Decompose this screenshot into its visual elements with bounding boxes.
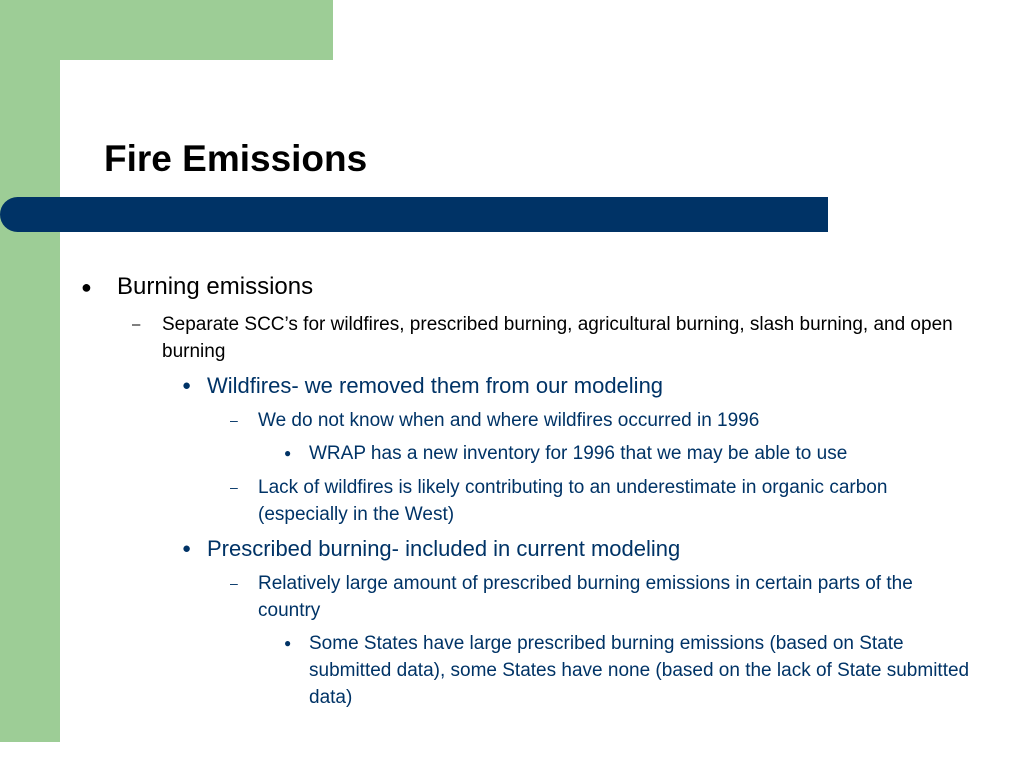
- bullet-item: [230, 570, 958, 624]
- dash-marker: –: [230, 575, 238, 591]
- bullet-text: WRAP has a new inventory for 1996 that we may be able to use: [309, 443, 848, 464]
- slide-title: Fire Emissions: [104, 138, 368, 179]
- bullet-marker: ●: [182, 377, 192, 394]
- bullet-text: We do not know when and where wildfires occurred in 1996: [258, 410, 760, 431]
- bullet-text: Relatively large amount of prescribed burning emissions in certain parts of the country: [258, 573, 913, 621]
- dash-marker: –: [230, 412, 238, 428]
- bullet-text: Some States have large prescribed burning emissions (based on State submitted data), some States have none (based on the lack of State submitted data): [309, 633, 970, 708]
- bullet-item: [182, 372, 967, 400]
- bullet-text: Wildfires- we removed them from our modeling: [207, 373, 664, 398]
- bullet-text: Prescribed burning- included in current modeling: [207, 536, 681, 561]
- bullet-marker: ●: [284, 446, 292, 460]
- bullet-item: [132, 311, 962, 365]
- dash-marker: –: [230, 479, 238, 495]
- bullet-text: Burning emissions: [117, 273, 314, 300]
- bullet-item: [284, 440, 979, 467]
- bullet-item: [230, 474, 958, 528]
- bullet-text: Separate SCC’s for wildfires, prescribed burning, agricultural burning, slash burning, and open burning: [162, 314, 953, 362]
- bullet-item: [284, 630, 979, 711]
- bullet-marker: ●: [284, 636, 292, 650]
- bullet-marker: ●: [81, 277, 92, 297]
- bullet-item: [81, 272, 977, 302]
- bullet-item: [230, 407, 958, 434]
- dash-marker: –: [132, 316, 141, 333]
- bullet-item: [182, 535, 967, 563]
- bullet-text: Lack of wildfires is likely contributing to an underestimate in organic carbon (especially in the West): [258, 477, 888, 525]
- bullet-marker: ●: [182, 540, 192, 557]
